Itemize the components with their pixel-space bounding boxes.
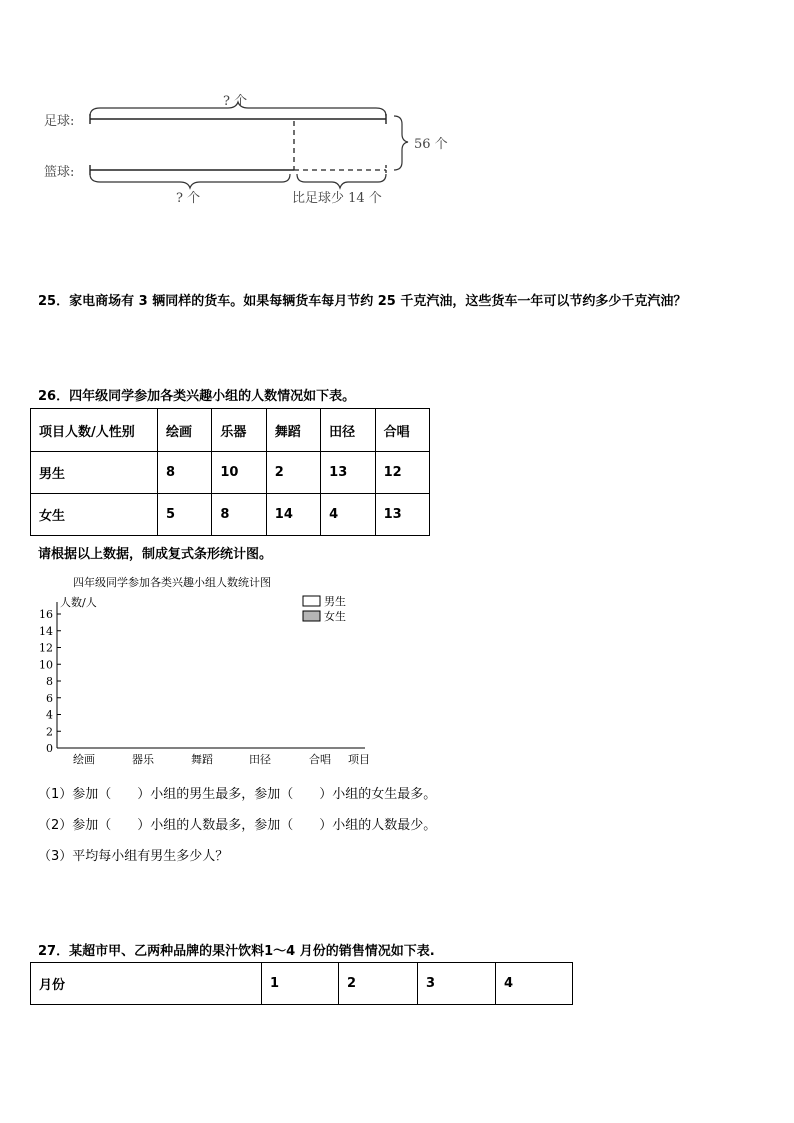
diff-brace xyxy=(297,174,386,188)
table-cell: 14 xyxy=(266,494,320,536)
y-tick-label: 8 xyxy=(46,675,53,688)
table-header-cell: 月份 xyxy=(31,963,262,1005)
y-tick-label: 14 xyxy=(39,624,53,638)
table-cell: 12 xyxy=(375,452,429,494)
table-header-cell: 1 xyxy=(262,963,339,1005)
legend-label: 男生 xyxy=(324,595,346,608)
x-tick-label: 田径 xyxy=(249,753,271,766)
line-diagram xyxy=(0,0,794,230)
table-row xyxy=(31,452,430,494)
q26-table xyxy=(30,408,430,536)
y-tick-label: 12 xyxy=(39,641,53,655)
table-cell: 8 xyxy=(158,452,212,494)
x-tick-label: 绘画 xyxy=(73,753,95,766)
legend-label: 女生 xyxy=(324,610,346,623)
y-tick-label: 16 xyxy=(39,608,53,621)
table-header-cell: 项目人数/人性别 xyxy=(31,409,158,452)
x-tick-label: 舞蹈 xyxy=(191,753,213,766)
top-question-label: ? 个 xyxy=(223,94,248,109)
legend-swatch xyxy=(303,596,320,606)
table-cell: 2 xyxy=(266,452,320,494)
table-row xyxy=(31,494,430,536)
q27-table xyxy=(30,962,573,1005)
x-tick-label: 器乐 xyxy=(132,753,154,766)
q26-sub3: （3）平均每小组有男生多少人？ xyxy=(38,849,229,864)
y-tick-label: 2 xyxy=(46,725,53,739)
table-cell: 4 xyxy=(321,494,375,536)
total-label: 56 个 xyxy=(414,137,448,152)
table-cell: 10 xyxy=(212,452,266,494)
y-tick-label: 6 xyxy=(46,691,53,705)
q25-text: 25．家电商场有 3 辆同样的货车。如果每辆货车每月节约 25 千克汽油，这些货车一年可以节约多少千克汽油？ xyxy=(38,294,687,309)
x-axis-label: 项目 xyxy=(348,753,370,766)
legend-swatch xyxy=(303,611,320,621)
table-header-cell: 绘画 xyxy=(158,409,212,452)
table-cell: 13 xyxy=(375,494,429,536)
table-header-row xyxy=(31,409,430,452)
table-header-cell: 2 xyxy=(339,963,418,1005)
q26-sub2: （2）参加（ ）小组的人数最多，参加（ ）小组的人数最少。 xyxy=(38,818,437,833)
basketball-label: 篮球: xyxy=(44,165,75,180)
bar-chart-svg xyxy=(30,570,390,770)
q26-text: 26．四年级同学参加各类兴趣小组的人数情况如下表。 xyxy=(38,389,356,404)
bottom-question-label: ? 个 xyxy=(176,191,201,206)
table-cell: 女生 xyxy=(31,494,158,536)
table-header-cell: 乐器 xyxy=(212,409,266,452)
table-header-cell: 田径 xyxy=(321,409,375,452)
q26-sub1: （1）参加（ ）小组的男生最多，参加（ ）小组的女生最多。 xyxy=(38,787,437,802)
diff-label: 比足球少 14 个 xyxy=(292,191,382,206)
q26-instruction: 请根据以上数据，制成复式条形统计图。 xyxy=(38,547,273,562)
total-brace xyxy=(394,116,408,170)
chart-title: 四年级同学参加各类兴趣小组人数统计图 xyxy=(73,576,271,589)
table-header-cell: 4 xyxy=(496,963,573,1005)
table-header-row xyxy=(31,963,573,1005)
table-header-cell: 舞蹈 xyxy=(266,409,320,452)
x-tick-label: 合唱 xyxy=(309,753,331,766)
table-cell: 男生 xyxy=(31,452,158,494)
football-label: 足球: xyxy=(44,114,75,129)
y-tick-label: 4 xyxy=(46,708,53,722)
table-cell: 13 xyxy=(321,452,375,494)
table-cell: 5 xyxy=(158,494,212,536)
bar-chart xyxy=(30,570,390,770)
y-axis-label: 人数/人 xyxy=(60,596,97,609)
bottom-brace xyxy=(90,174,290,188)
q27-text: 27．某超市甲、乙两种品牌的果汁饮料1～4 月份的销售情况如下表. xyxy=(38,944,435,959)
table-header-cell: 合唱 xyxy=(375,409,429,452)
line-diagram-svg xyxy=(0,0,794,230)
y-tick-label: 0 xyxy=(46,742,53,755)
table-cell: 8 xyxy=(212,494,266,536)
y-tick-label: 10 xyxy=(39,658,53,672)
table-header-cell: 3 xyxy=(418,963,496,1005)
